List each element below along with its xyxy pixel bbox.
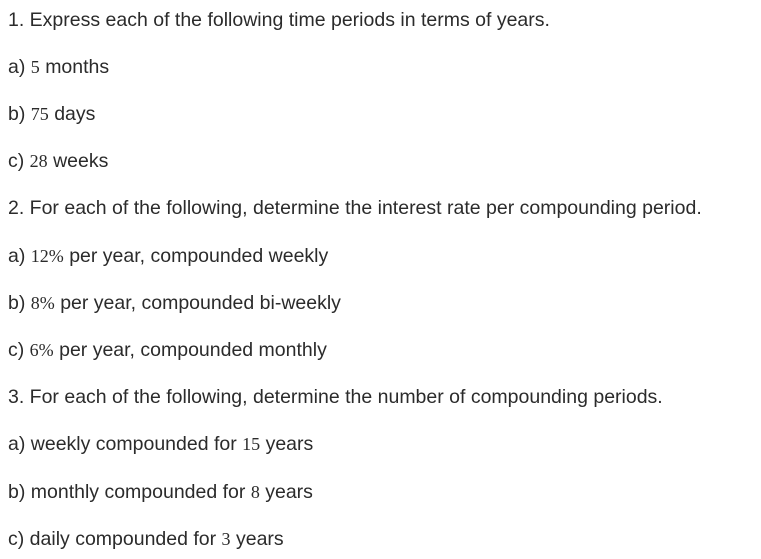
question-1-part-a [8, 54, 109, 80]
part-text: days [54, 103, 96, 125]
part-label: c) [8, 150, 25, 172]
part-text: years [265, 481, 313, 503]
part-text: years [235, 528, 284, 550]
part-value: 8% [30, 293, 55, 313]
question-3-part-a [8, 431, 313, 457]
part-label: a) [8, 245, 26, 267]
part-value: 28 [29, 151, 48, 171]
question-2-part-c [8, 337, 327, 363]
question-1-heading: 1. Express each of the following time periods in terms of years. [8, 9, 550, 31]
part-label: c) [8, 339, 25, 361]
part-label: a) [8, 56, 26, 78]
part-text: years [265, 433, 314, 455]
part-value: 15 [242, 434, 261, 454]
part-value: 75 [30, 104, 49, 124]
question-1-part-c [8, 148, 108, 174]
part-text: per year, compounded bi-weekly [60, 292, 341, 314]
part-value: 6% [29, 340, 54, 360]
part-label: a) [8, 433, 26, 455]
part-label: c) [8, 528, 25, 550]
part-value: 8 [250, 482, 260, 502]
part-label: b) [8, 292, 26, 314]
question-1-part-b [8, 101, 95, 127]
part-value: 12% [30, 246, 64, 266]
part-label: b) [8, 481, 26, 503]
part-value: 5 [30, 57, 40, 77]
part-text: per year, compounded weekly [69, 245, 329, 267]
part-text: weeks [53, 150, 109, 172]
part-prefix: monthly compounded for [30, 481, 246, 503]
question-3-part-b [8, 479, 313, 505]
question-3-part-c [8, 526, 284, 552]
part-prefix: daily compounded for [29, 528, 217, 550]
part-value: 3 [221, 529, 231, 549]
question-2-part-a [8, 243, 328, 269]
part-text: months [45, 56, 110, 78]
part-prefix: weekly compounded for [30, 433, 237, 455]
question-2-heading: 2. For each of the following, determine the interest rate per compounding period. [8, 197, 702, 219]
question-3-heading: 3. For each of the following, determine the number of compounding periods. [8, 386, 663, 408]
part-label: b) [8, 103, 26, 125]
part-text: per year, compounded monthly [59, 339, 327, 361]
question-2-part-b [8, 290, 341, 316]
